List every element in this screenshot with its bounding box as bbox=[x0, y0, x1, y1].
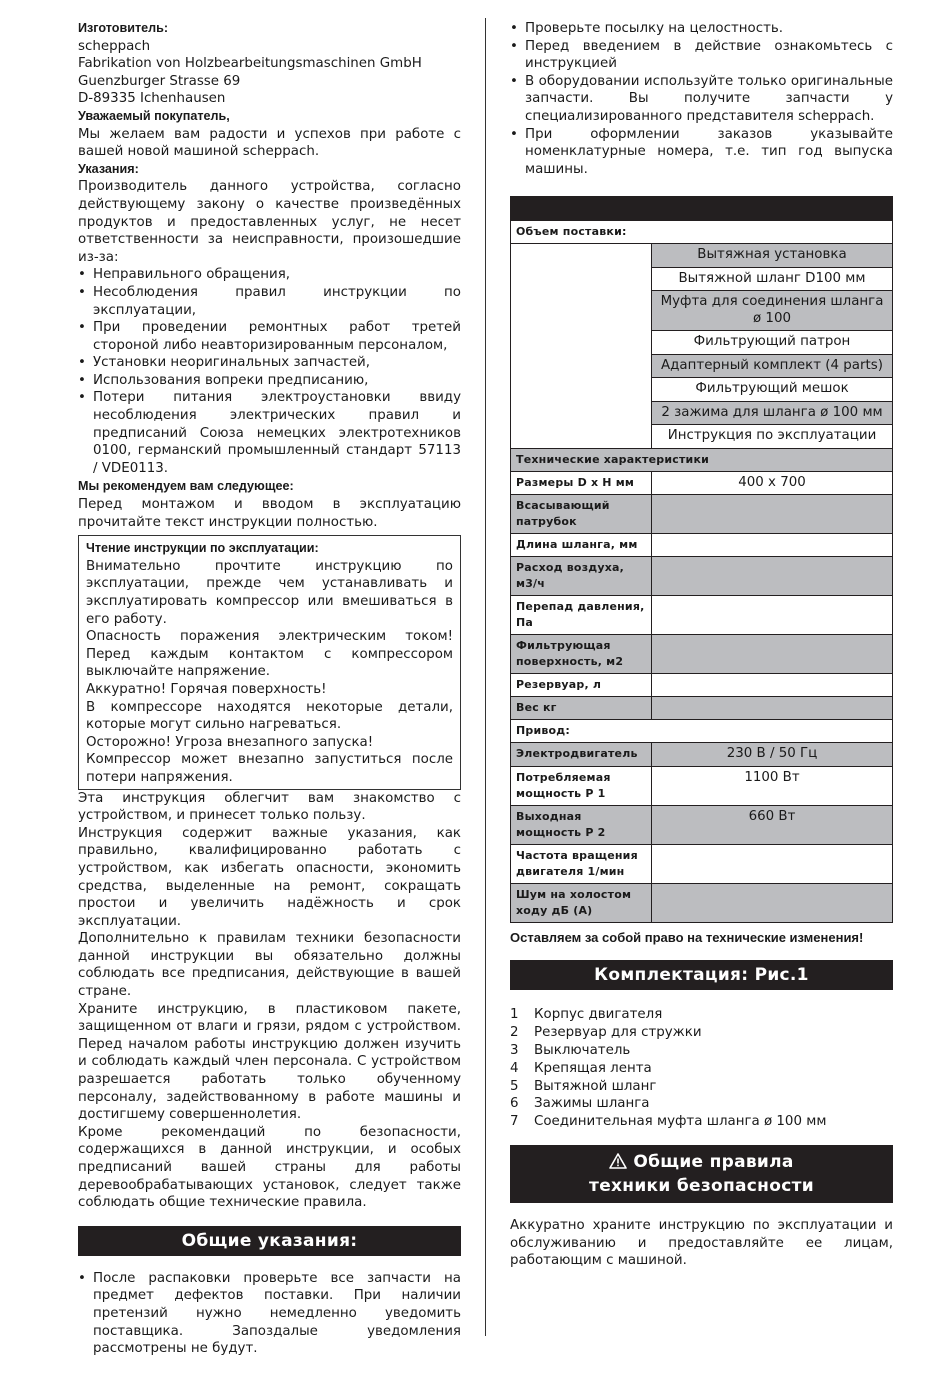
spec-label: Резервуар, л bbox=[511, 674, 652, 697]
table-row bbox=[511, 844, 893, 883]
list-item bbox=[510, 1042, 893, 1060]
list-item: • При проведении ремонтных работ третей стороной либо неавторизированным персоналом, bbox=[78, 319, 461, 354]
spec-table-header bbox=[510, 196, 893, 220]
right-column bbox=[510, 20, 893, 1270]
reserve-note: Оставляем за собой право на технические изменения! bbox=[510, 929, 864, 945]
safety-text: Аккуратно храните инструкцию по эксплуатации и обслуживанию и предоставляйте ее лицам, работающим с машиной. bbox=[510, 1218, 893, 1269]
box-paragraph: Осторожно! Угроза внезапного запуска! bbox=[86, 734, 374, 750]
manufacturer-heading: Изготовитель: bbox=[78, 21, 169, 35]
box-paragraph: Компрессор может внезапно запуститься после потери напряжения. bbox=[86, 752, 453, 785]
item-number: 7 bbox=[510, 1114, 519, 1130]
delivery-item: Вытяжной шланг D100 мм bbox=[652, 267, 893, 291]
spec-label: Выходная мощность P 2 bbox=[511, 805, 652, 844]
drive-label: Привод: bbox=[511, 720, 893, 743]
table-row bbox=[511, 883, 893, 922]
list-item bbox=[510, 1095, 893, 1113]
manufacturer-line: Fabrikation von Holzbearbeitungsmaschinen GmbH bbox=[78, 56, 422, 72]
item-text: Вытяжной шланг bbox=[534, 1078, 657, 1094]
manufacturer-line: D-89335 Ichenhausen bbox=[78, 91, 226, 107]
list-item: • Установки неоригинальных запчастей, bbox=[78, 354, 461, 372]
table-row bbox=[511, 557, 893, 596]
delivery-item: Фильтрующий мешок bbox=[652, 378, 893, 402]
warning-triangle-icon bbox=[609, 1153, 627, 1175]
item-number: 6 bbox=[510, 1096, 519, 1112]
body-paragraph: Кроме рекомендаций по безопасности, содержащихся в данной инструкции, и особых предписаний вашей страны для работы деревообрабатывающих установок, следует также соблюдать общие технические правила. bbox=[78, 1124, 461, 1211]
item-number: 4 bbox=[510, 1060, 519, 1076]
table-row bbox=[511, 244, 893, 268]
item-number: 3 bbox=[510, 1043, 519, 1059]
list-item bbox=[510, 1078, 893, 1096]
delivery-label: Объем поставки: bbox=[511, 221, 893, 244]
kit-list bbox=[510, 1006, 893, 1131]
spec-label: Расход воздуха, м3/ч bbox=[511, 557, 652, 596]
list-item: • В оборудовании используйте только оригинальные запчасти. Вы получите запчасти у специализированного представителя scheppach. bbox=[510, 73, 893, 126]
list-item: • Использования вопреки предписанию, bbox=[78, 372, 461, 390]
spec-table bbox=[510, 220, 893, 923]
spec-label: Вес кг bbox=[511, 697, 652, 720]
tech-label: Технические характеристики bbox=[511, 448, 893, 471]
left-column bbox=[78, 20, 461, 1358]
table-row bbox=[511, 743, 893, 767]
item-text: Соединительная муфта шланга ø 100 мм bbox=[534, 1114, 827, 1130]
body-paragraph: Дополнительно к правилам техники безопасности данной инструкции вы обязательно должны соблюдать все предписания, действующие в вашей стране. bbox=[78, 931, 461, 1000]
table-row bbox=[511, 805, 893, 844]
delivery-item: Муфта для соединения шланга ø 100 bbox=[652, 291, 893, 331]
spec-value: 400 x 700 bbox=[652, 471, 893, 495]
item-text: Резервуар для стружки bbox=[534, 1025, 702, 1041]
safety-bar-line: техники безопасности bbox=[589, 1176, 814, 1197]
table-row bbox=[511, 674, 893, 697]
safety-bar-line bbox=[510, 1151, 893, 1175]
list-item: • Перед введением в действие ознакомьтесь с инструкцией bbox=[510, 38, 893, 73]
box-paragraph: В компрессоре находятся некоторые детали, которые могут сильно нагреваться. bbox=[86, 699, 453, 733]
column-divider bbox=[485, 18, 486, 1336]
safety-bar bbox=[510, 1145, 893, 1203]
box-paragraph: Внимательно прочтите инструкцию по эксплуатации, прежде чем устанавливать и эксплуатировать компрессор или вмешиваться в его работу. bbox=[86, 558, 453, 627]
table-row bbox=[511, 534, 893, 557]
list-item bbox=[510, 1024, 893, 1042]
spec-label: Частота вращения двигателя 1/мин bbox=[511, 844, 652, 883]
delivery-item: Вытяжная установка bbox=[652, 244, 893, 268]
delivery-item: Инструкция по эксплуатации bbox=[652, 425, 893, 449]
spec-label: Электродвигатель bbox=[511, 743, 652, 767]
list-item: • При оформлении заказов указывайте номенклатурные номера, т.е. тип год выпуска машины. bbox=[510, 126, 893, 179]
body-paragraph: Храните инструкцию, в пластиковом пакете, защищенном от влаги и грязи, рядом с устройством. Перед началом работы инструкцию должен изучить и соблюдать каждый член персонала. С устройством разрешается работать только обученному персоналу, задействованному в работе машины и достигшему совершеннолетия. bbox=[78, 1001, 461, 1123]
spec-label: Потребляемая мощность P 1 bbox=[511, 766, 652, 805]
table-row bbox=[511, 635, 893, 674]
delivery-item: 2 зажима для шланга ø 100 мм bbox=[652, 401, 893, 425]
table-row bbox=[511, 471, 893, 495]
table-row bbox=[511, 766, 893, 805]
table-row bbox=[511, 221, 893, 244]
spec-label: Фильтрующая поверхность, м2 bbox=[511, 635, 652, 674]
spec-value bbox=[652, 674, 893, 697]
spec-value bbox=[652, 635, 893, 674]
spec-value: 660 Вт bbox=[652, 805, 893, 844]
spec-label: Размеры D x H мм bbox=[511, 471, 652, 495]
body-paragraph: Инструкция содержит важные указания, как правильно, квалифицированно работать с устройством, как избегать опасности, экономить средства, выделенные на ремонт, сокращать простои и увеличить надёжность и срок эксплуатации. bbox=[78, 825, 461, 929]
spec-value: 230 В / 50 Гц bbox=[652, 743, 893, 767]
delivery-item: Адаптерный комплект (4 parts) bbox=[652, 354, 893, 378]
box-paragraph: Опасность поражения электрическим током! Перед каждым контактом с компрессором выключайте напряжение. bbox=[86, 629, 453, 680]
spec-value: 1100 Вт bbox=[652, 766, 893, 805]
list-item: • Несоблюдения правил инструкции по эксплуатации, bbox=[78, 284, 461, 319]
table-row bbox=[511, 448, 893, 471]
spec-value bbox=[652, 844, 893, 883]
table-row bbox=[511, 596, 893, 635]
body-paragraph: Эта инструкция облегчит вам знакомство с устройством, и принесет только пользу. bbox=[78, 790, 461, 824]
list-item: • Проверьте посылку на целостность. bbox=[510, 20, 893, 38]
notes-text: Производитель данного устройства, согласно действующему закону о качестве произведённых продуктов и предоставленных услуг, не несет ответственности за неисправности, произошедшие из-за: bbox=[78, 179, 461, 265]
recommend-heading: Мы рекомендуем вам следующее: bbox=[78, 479, 294, 494]
manufacturer-line: scheppach bbox=[78, 38, 151, 54]
list-item: • После распаковки проверьте все запчасти на предмет дефектов поставки. При наличии претензий нужно немедленно уведомить поставщика. Запоздалые уведомления рассмотрены не будут. bbox=[78, 1270, 461, 1358]
kit-bar: Комплектация: Рис.1 bbox=[510, 960, 893, 990]
spec-label: Перепад давления, Па bbox=[511, 596, 652, 635]
spec-value bbox=[652, 557, 893, 596]
general-notes-bar: Общие указания: bbox=[78, 1226, 461, 1256]
item-text: Корпус двигателя bbox=[534, 1007, 663, 1023]
notes-list bbox=[78, 266, 461, 477]
dear-buyer-text: Мы желаем вам радости и успехов при работе с вашей новой машиной scheppach. bbox=[78, 126, 461, 160]
reading-instructions-box bbox=[78, 535, 461, 789]
item-text: Крепящая лента bbox=[534, 1060, 652, 1076]
spec-value bbox=[652, 495, 893, 534]
item-number: 5 bbox=[510, 1078, 519, 1094]
item-number: 2 bbox=[510, 1025, 519, 1041]
spec-label: Длина шланга, мм bbox=[511, 534, 652, 557]
spec-label: Шум на холостом ходу дБ (A) bbox=[511, 883, 652, 922]
table-row bbox=[511, 697, 893, 720]
box-heading: Чтение инструкции по эксплуатации: bbox=[86, 541, 319, 556]
list-item: • Потери питания электроустановки ввиду несоблюдения электрических правил и предписаний Союза немецких электротехников 0100, германский промышленный стандарт 57113 / VDE0113. bbox=[78, 389, 461, 477]
spec-value bbox=[652, 697, 893, 720]
list-item bbox=[510, 1060, 893, 1078]
item-number: 1 bbox=[510, 1007, 519, 1023]
delivery-empty-cell bbox=[511, 244, 652, 449]
notes-heading: Указания: bbox=[78, 161, 139, 176]
list-item bbox=[510, 1006, 893, 1024]
delivery-item: Фильтрующий патрон bbox=[652, 331, 893, 355]
spec-value bbox=[652, 596, 893, 635]
manufacturer-line: Guenzburger Strasse 69 bbox=[78, 73, 241, 89]
table-row bbox=[511, 720, 893, 743]
dear-buyer-heading: Уважаемый покупатель, bbox=[78, 108, 230, 123]
item-text: Зажимы шланга bbox=[534, 1096, 650, 1112]
table-row bbox=[511, 495, 893, 534]
list-item: • Неправильного обращения, bbox=[78, 266, 461, 284]
spec-value bbox=[652, 534, 893, 557]
list-item bbox=[510, 1113, 893, 1131]
general-notes-list bbox=[78, 1270, 461, 1358]
box-paragraph: Аккуратно! Горячая поверхность! bbox=[86, 681, 327, 697]
safety-bar-text: Общие правила bbox=[633, 1152, 794, 1173]
check-list bbox=[510, 20, 893, 178]
spec-label: Всасывающий патрубок bbox=[511, 495, 652, 534]
item-text: Выключатель bbox=[534, 1043, 631, 1059]
spec-value bbox=[652, 883, 893, 922]
recommend-text: Перед монтажом и вводом в эксплуатацию прочитайте текст инструкции полностью. bbox=[78, 497, 461, 530]
